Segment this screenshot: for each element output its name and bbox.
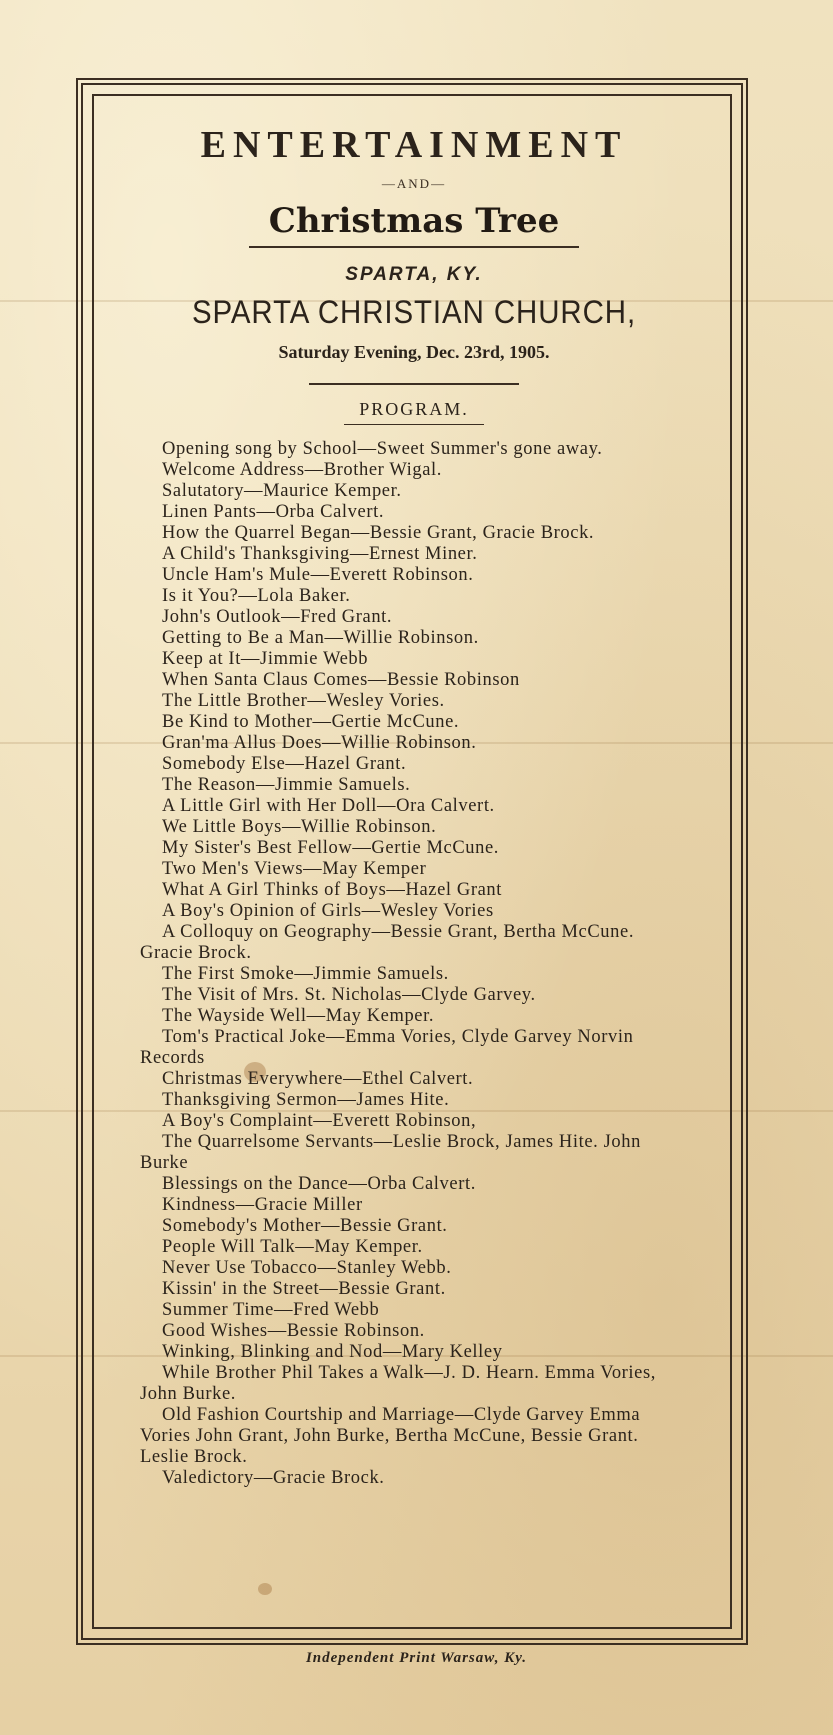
program-item: Thanksgiving Sermon—James Hite.	[162, 1090, 450, 1110]
program-item: Welcome Address—Brother Wigal.	[162, 460, 443, 480]
program-list	[140, 439, 688, 1489]
program-item: We Little Boys—Willie Robinson.	[162, 817, 437, 837]
program-item: How the Quarrel Began—Bessie Grant, Gracie Brock.	[162, 523, 595, 543]
program-content	[140, 122, 688, 1489]
program-item: The First Smoke—Jimmie Samuels.	[162, 964, 449, 984]
program-item: The Wayside Well—May Kemper.	[162, 1006, 435, 1026]
program-item: A Little Girl with Her Doll—Ora Calvert.	[162, 796, 495, 816]
program-item: Tom's Practical Joke—Emma Vories, Clyde Garvey Norvin Records	[140, 1027, 634, 1068]
program-item: Linen Pants—Orba Calvert.	[162, 502, 385, 522]
program-item: Keep at It—Jimmie Webb	[162, 649, 369, 669]
program-item: Uncle Ham's Mule—Everett Robinson.	[162, 565, 474, 585]
program-item: Valedictory—Gracie Brock.	[162, 1468, 385, 1488]
divider	[249, 246, 579, 248]
program-item: A Boy's Complaint—Everett Robinson,	[162, 1111, 477, 1131]
printer-credit: Independent Print Warsaw, Ky.	[305, 1650, 528, 1666]
program-item: Somebody's Mother—Bessie Grant.	[162, 1216, 448, 1236]
program-item: A Child's Thanksgiving—Ernest Miner.	[162, 544, 478, 564]
program-item: Is it You?—Lola Baker.	[162, 586, 351, 606]
program-item: A Boy's Opinion of Girls—Wesley Vories	[162, 901, 494, 921]
program-item: Gran'ma Allus Does—Willie Robinson.	[162, 733, 477, 753]
program-item: Opening song by School—Sweet Summer's gone away.	[162, 439, 603, 459]
program-item: The Visit of Mrs. St. Nicholas—Clyde Garvey.	[162, 985, 536, 1005]
program-item: The Quarrelsome Servants—Leslie Brock, James Hite. John Burke	[140, 1132, 641, 1173]
program-item: Blessings on the Dance—Orba Calvert.	[162, 1174, 476, 1194]
program-item: John's Outlook—Fred Grant.	[162, 607, 393, 627]
program-item: Salutatory—Maurice Kemper.	[162, 481, 402, 501]
program-item: Never Use Tobacco—Stanley Webb.	[162, 1258, 452, 1278]
program-item: Kissin' in the Street—Bessie Grant.	[162, 1279, 446, 1299]
program-item: Somebody Else—Hazel Grant.	[162, 754, 407, 774]
page-title: ENTERTAINMENT	[200, 124, 628, 166]
program-item: Old Fashion Courtship and Marriage—Clyde Garvey Emma Vories John Grant, John Burke, Bertha McCune, Bessie Grant. Leslie Brock.	[140, 1405, 641, 1467]
program-item: The Little Brother—Wesley Vories.	[162, 691, 445, 711]
divider	[344, 424, 484, 425]
event-date: Saturday Evening, Dec. 23rd, 1905.	[278, 342, 550, 362]
location: SPARTA, KY.	[345, 264, 483, 285]
program-item: Be Kind to Mother—Gertie McCune.	[162, 712, 460, 732]
program-item: When Santa Claus Comes—Bessie Robinson	[162, 670, 520, 690]
program-item: What A Girl Thinks of Boys—Hazel Grant	[162, 880, 502, 900]
program-item: Summer Time—Fred Webb	[162, 1300, 380, 1320]
program-item: The Reason—Jimmie Samuels.	[162, 775, 411, 795]
program-item: Good Wishes—Bessie Robinson.	[162, 1321, 425, 1341]
christmas-tree-heading: Christmas Tree	[268, 201, 560, 241]
program-item: My Sister's Best Fellow—Gertie McCune.	[162, 838, 500, 858]
program-item: Kindness—Gracie Miller	[162, 1195, 363, 1215]
program-heading: PROGRAM.	[359, 399, 469, 419]
program-item: Christmas Everywhere—Ethel Calvert.	[162, 1069, 474, 1089]
program-item: Winking, Blinking and Nod—Mary Kelley	[162, 1342, 503, 1362]
program-item: Getting to Be a Man—Willie Robinson.	[162, 628, 479, 648]
church-name: SPARTA CHRISTIAN CHURCH,	[191, 294, 637, 330]
and-line: —AND—	[381, 176, 447, 191]
program-item: People Will Talk—May Kemper.	[162, 1237, 423, 1257]
program-item: While Brother Phil Takes a Walk—J. D. Hearn. Emma Vories, John Burke.	[140, 1363, 657, 1404]
program-item: Two Men's Views—May Kemper	[162, 859, 427, 879]
divider	[309, 383, 519, 385]
program-item: A Colloquy on Geography—Bessie Grant, Bertha McCune. Gracie Brock.	[140, 922, 635, 963]
